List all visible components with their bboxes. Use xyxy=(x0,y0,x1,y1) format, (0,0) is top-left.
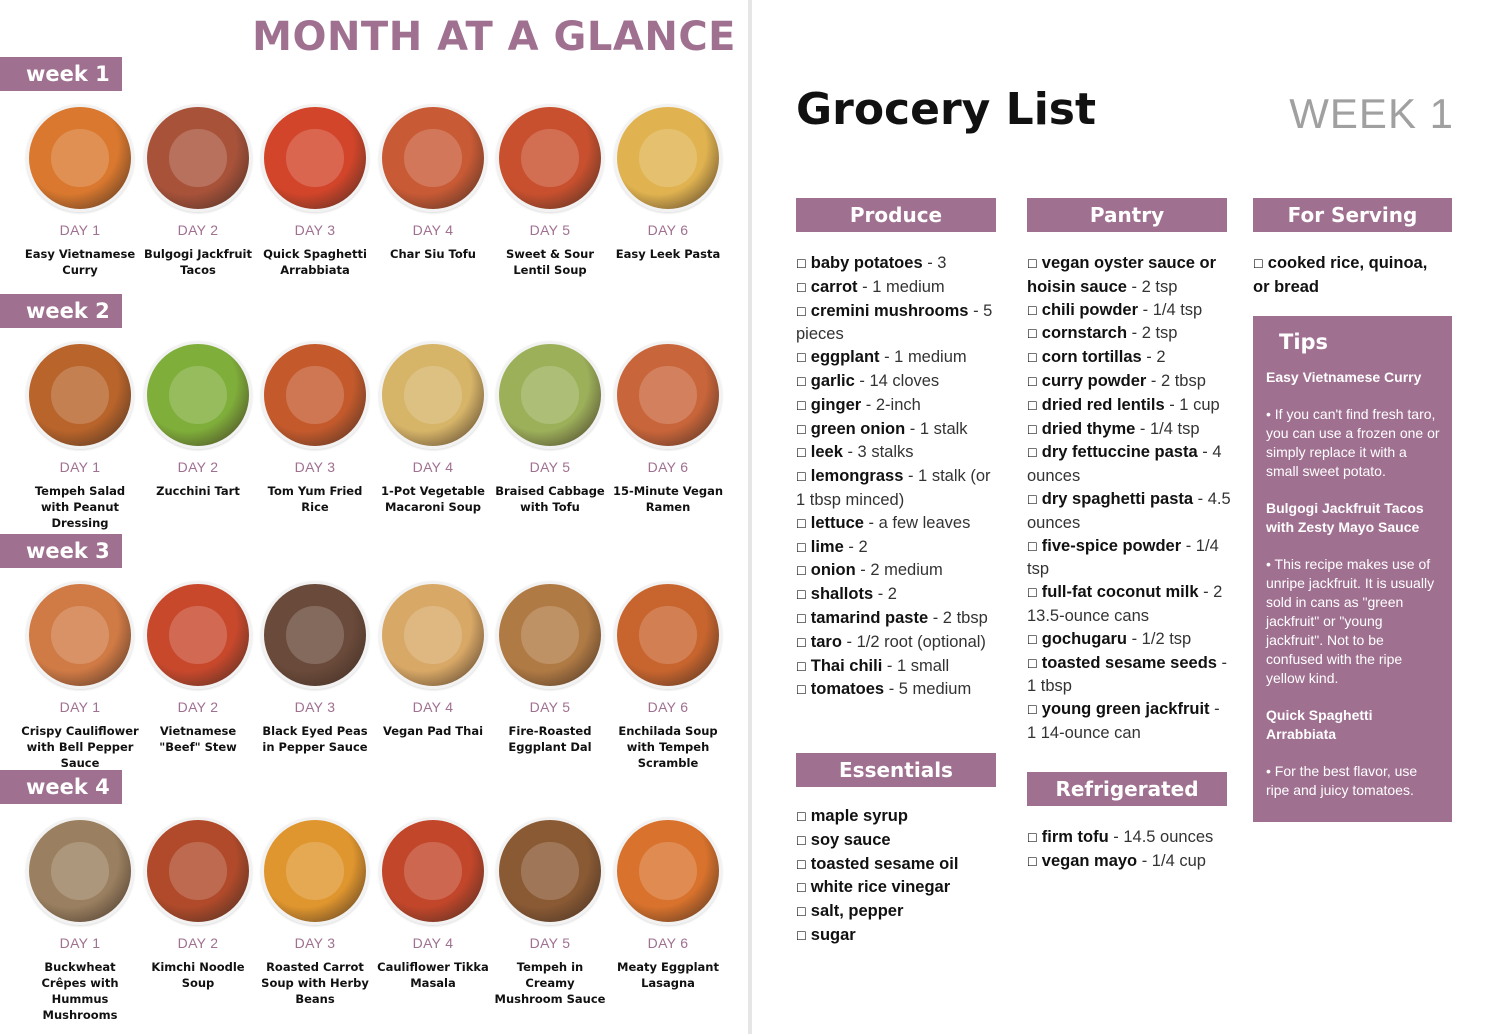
grocery-item-name: vegan oyster sauce or hoisin sauce xyxy=(1027,254,1217,296)
grocery-item-name: lettuce xyxy=(810,513,864,532)
produce-header: Produce xyxy=(796,198,996,232)
dish-name: Braised Cabbage with Tofu xyxy=(495,484,605,514)
grocery-item xyxy=(796,346,1002,370)
grocery-item-quantity: - 2 tbsp xyxy=(1146,371,1206,390)
dish-name: Kimchi Noodle Soup xyxy=(151,960,245,990)
grocery-item-name: baby potatoes xyxy=(810,254,923,272)
grocery-item-name: Thai chili xyxy=(810,656,883,675)
checkbox-icon: ☐ xyxy=(1027,632,1038,647)
grocery-item xyxy=(796,805,1002,829)
dish-photo xyxy=(261,104,369,212)
grocery-item xyxy=(1027,652,1232,699)
grocery-item-quantity: - a few leaves xyxy=(863,513,971,532)
grocery-item xyxy=(1253,252,1443,299)
grocery-item-name: carrot xyxy=(810,277,858,296)
produce-list xyxy=(796,252,1002,702)
grocery-item xyxy=(796,829,1002,853)
week-tag: week 2 xyxy=(0,294,122,328)
week-tag: week 1 xyxy=(0,57,122,91)
dish-name: Char Siu Tofu xyxy=(390,247,476,261)
dish-photo xyxy=(379,817,487,925)
grocery-item xyxy=(796,276,1002,300)
meal-card xyxy=(609,581,727,771)
day-label: DAY 4 xyxy=(412,459,454,475)
dish-name: Easy Vietnamese Curry xyxy=(24,247,136,277)
meal-card xyxy=(21,104,139,278)
meal-card xyxy=(256,341,374,515)
week-tag: week 3 xyxy=(0,534,122,568)
grocery-item xyxy=(1027,418,1232,442)
dish-photo xyxy=(261,581,369,689)
grocery-item-quantity: - 1/4 tsp xyxy=(1138,300,1203,319)
grocery-item xyxy=(1027,394,1232,418)
checkbox-icon: ☐ xyxy=(796,928,807,943)
dish-name: Sweet & Sour Lentil Soup xyxy=(505,247,595,277)
grocery-item-name: full-fat coconut milk xyxy=(1041,583,1199,602)
grocery-item-quantity: - 2-inch xyxy=(861,395,921,414)
grocery-list-title: Grocery List xyxy=(796,84,1097,135)
grocery-item-name: tamarind paste xyxy=(810,608,929,627)
grocery-item-name: sugar xyxy=(810,925,856,944)
grocery-item xyxy=(796,300,1002,347)
grocery-item-name: dry spaghetti pasta xyxy=(1041,489,1194,508)
page-title: MONTH AT A GLANCE xyxy=(252,14,736,60)
grocery-item-name: green onion xyxy=(810,419,906,438)
meal-card xyxy=(139,581,257,755)
grocery-item-name: leek xyxy=(810,443,843,462)
day-label: DAY 2 xyxy=(177,222,219,238)
grocery-item-quantity: - 1 tbsp xyxy=(1027,653,1228,696)
grocery-item-quantity: - 2 xyxy=(843,537,868,556)
checkbox-icon: ☐ xyxy=(1027,351,1038,366)
grocery-item-quantity: - 3 xyxy=(922,254,947,272)
grocery-item xyxy=(1027,488,1232,535)
day-label: DAY 4 xyxy=(412,222,454,238)
meal-card xyxy=(256,817,374,1007)
grocery-item xyxy=(796,924,1002,948)
grocery-item xyxy=(1027,698,1232,745)
day-label: DAY 5 xyxy=(529,222,571,238)
grocery-item-quantity: - 14.5 ounces xyxy=(1108,828,1214,846)
week-label: WEEK 1 xyxy=(1289,90,1454,137)
grocery-item-name: lime xyxy=(810,537,844,556)
day-label: DAY 1 xyxy=(59,459,101,475)
dish-photo xyxy=(614,817,722,925)
grocery-item xyxy=(1027,299,1232,323)
grocery-item xyxy=(796,394,1002,418)
checkbox-icon: ☐ xyxy=(1027,303,1038,318)
tip-heading: Easy Vietnamese Curry xyxy=(1266,369,1422,385)
grocery-item xyxy=(1027,370,1232,394)
grocery-item-name: maple syrup xyxy=(810,807,908,825)
day-label: DAY 6 xyxy=(647,222,689,238)
dish-name: Buckwheat Crêpes with Hummus Mushrooms xyxy=(41,960,119,1022)
grocery-item xyxy=(796,418,1002,442)
dish-name: 15-Minute Vegan Ramen xyxy=(612,484,724,514)
meal-card xyxy=(139,341,257,499)
tip-text: • This recipe makes use of unripe jackfruit. It is usually sold in cans as "green jackfruit" or "young jackfruit". Not to be confused with the ripe yellow kind. xyxy=(1266,556,1435,686)
checkbox-icon: ☐ xyxy=(1027,539,1038,554)
grocery-item-quantity: - 5 pieces xyxy=(796,301,993,344)
checkbox-icon: ☐ xyxy=(796,304,807,319)
grocery-item xyxy=(1027,322,1232,346)
grocery-item xyxy=(1027,535,1232,582)
grocery-item-name: ginger xyxy=(810,395,862,414)
dish-name: Black Eyed Peas in Pepper Sauce xyxy=(262,724,368,754)
meal-card xyxy=(139,104,257,278)
grocery-item xyxy=(1027,826,1232,850)
meal-card xyxy=(21,341,139,531)
checkbox-icon: ☐ xyxy=(796,588,807,603)
checkbox-icon: ☐ xyxy=(1027,327,1038,342)
checkbox-icon: ☐ xyxy=(796,611,807,626)
grocery-item-name: corn tortillas xyxy=(1041,348,1142,367)
grocery-item-quantity: - 2 tsp xyxy=(1127,324,1178,343)
grocery-item-quantity: - 1/2 root (optional) xyxy=(841,632,986,651)
grocery-item-quantity: - 1/4 tsp xyxy=(1027,536,1219,579)
day-label: DAY 2 xyxy=(177,699,219,715)
grocery-item-quantity: - 14 cloves xyxy=(854,371,940,390)
grocery-item-quantity: - 4.5 ounces xyxy=(1027,489,1231,532)
grocery-item xyxy=(796,853,1002,877)
meal-card xyxy=(139,817,257,991)
dish-name: Quick Spaghetti Arrabbiata xyxy=(263,247,367,277)
grocery-item-quantity: - 5 medium xyxy=(884,680,972,699)
grocery-item-quantity: - 2 xyxy=(873,585,897,604)
dish-photo xyxy=(496,581,604,689)
grocery-item-quantity: - 1 medium xyxy=(879,348,967,367)
dish-photo xyxy=(144,581,252,689)
grocery-item-name: gochugaru xyxy=(1041,629,1128,648)
grocery-item xyxy=(796,370,1002,394)
grocery-item-name: firm tofu xyxy=(1041,828,1109,846)
dish-name: Enchilada Soup with Tempeh Scramble xyxy=(618,724,718,770)
meal-card xyxy=(609,341,727,515)
dish-photo xyxy=(26,104,134,212)
day-label: DAY 5 xyxy=(529,699,571,715)
grocery-item xyxy=(796,655,1002,679)
grocery-item-quantity: - 1/4 tsp xyxy=(1135,419,1200,438)
pantry-list xyxy=(1027,252,1232,745)
checkbox-icon: ☐ xyxy=(796,516,807,531)
grocery-item-name: dried red lentils xyxy=(1041,395,1165,414)
dish-name: Tempeh Salad with Peanut Dressing xyxy=(34,484,126,530)
checkbox-icon: ☐ xyxy=(796,280,807,295)
checkbox-icon: ☐ xyxy=(796,398,807,413)
day-label: DAY 3 xyxy=(294,459,336,475)
tip-heading: Bulgogi Jackfruit Tacos with Zesty Mayo Sauce xyxy=(1266,500,1424,535)
dish-name: Tempeh in Creamy Mushroom Sauce xyxy=(494,960,606,1006)
grocery-item-quantity: - 1 small xyxy=(882,656,950,675)
grocery-item-quantity: - 1 stalk (or 1 tbsp minced) xyxy=(796,467,991,509)
checkbox-icon: ☐ xyxy=(1027,446,1038,461)
grocery-item xyxy=(796,583,1002,607)
checkbox-icon: ☐ xyxy=(796,810,807,824)
day-label: DAY 4 xyxy=(412,935,454,951)
grocery-item-quantity: - 2 tbsp xyxy=(928,608,988,627)
checkbox-icon: ☐ xyxy=(1027,703,1038,718)
day-label: DAY 1 xyxy=(59,935,101,951)
dish-name: Roasted Carrot Soup with Herby Beans xyxy=(261,960,369,1006)
grocery-item xyxy=(796,607,1002,631)
grocery-item-quantity: - 2 medium xyxy=(855,561,943,580)
day-label: DAY 6 xyxy=(647,459,689,475)
dish-photo xyxy=(496,104,604,212)
grocery-item-quantity: - 2 tsp xyxy=(1126,277,1178,296)
grocery-item-name: curry powder xyxy=(1041,371,1147,390)
grocery-item xyxy=(796,559,1002,583)
grocery-item-name: tomatoes xyxy=(810,680,885,699)
checkbox-icon: ☐ xyxy=(796,564,807,579)
checkbox-icon: ☐ xyxy=(1027,586,1038,601)
grocery-item-quantity: - 3 stalks xyxy=(842,443,914,462)
checkbox-icon: ☐ xyxy=(796,351,807,366)
grocery-item-quantity: - 1/4 cup xyxy=(1137,851,1206,870)
grocery-item xyxy=(1027,581,1232,628)
dish-name: Tom Yum Fried Rice xyxy=(267,484,363,514)
for-serving-list xyxy=(1253,252,1443,299)
tips-box xyxy=(1253,316,1452,822)
grocery-item-name: dry fettuccine pasta xyxy=(1041,443,1198,462)
dish-photo xyxy=(614,104,722,212)
dish-name: Fire-Roasted Eggplant Dal xyxy=(508,724,592,754)
grocery-item-name: shallots xyxy=(810,585,874,604)
grocery-item xyxy=(1027,441,1232,488)
checkbox-icon: ☐ xyxy=(796,857,807,872)
checkbox-icon: ☐ xyxy=(796,659,807,674)
dish-photo xyxy=(26,341,134,449)
checkbox-icon: ☐ xyxy=(796,635,807,650)
day-label: DAY 2 xyxy=(177,459,219,475)
grocery-item xyxy=(796,876,1002,900)
grocery-item xyxy=(796,512,1002,536)
dish-name: Crispy Cauliflower with Bell Pepper Sauce xyxy=(21,724,139,770)
meal-card xyxy=(21,581,139,771)
essentials-list xyxy=(796,805,1002,948)
day-label: DAY 6 xyxy=(647,935,689,951)
dish-photo xyxy=(26,817,134,925)
week-tag: week 4 xyxy=(0,770,122,804)
checkbox-icon: ☐ xyxy=(1027,854,1038,869)
grocery-item xyxy=(1027,850,1232,874)
essentials-header: Essentials xyxy=(796,753,996,787)
dish-photo xyxy=(261,817,369,925)
meal-card xyxy=(609,104,727,262)
checkbox-icon: ☐ xyxy=(796,905,807,920)
dish-photo xyxy=(614,581,722,689)
meal-card xyxy=(21,817,139,1023)
meal-card xyxy=(491,341,609,515)
grocery-item-name: cornstarch xyxy=(1041,324,1128,343)
grocery-item-quantity: - 1/2 tsp xyxy=(1127,629,1192,648)
grocery-item xyxy=(1027,346,1232,370)
dish-photo xyxy=(496,341,604,449)
checkbox-icon: ☐ xyxy=(1027,257,1038,271)
tips-entries xyxy=(1266,368,1440,800)
grocery-item xyxy=(1027,628,1232,652)
dish-photo xyxy=(496,817,604,925)
dish-name: Vegan Pad Thai xyxy=(382,724,484,738)
dish-photo xyxy=(261,341,369,449)
grocery-item-name: dried thyme xyxy=(1041,419,1136,438)
day-label: DAY 3 xyxy=(294,222,336,238)
dish-name: Zucchini Tart xyxy=(156,484,240,498)
refrigerated-list xyxy=(1027,826,1232,874)
grocery-item-quantity: - 1 cup xyxy=(1164,395,1220,414)
grocery-item-name: vegan mayo xyxy=(1041,851,1138,870)
grocery-item xyxy=(796,441,1002,465)
checkbox-icon: ☐ xyxy=(796,422,807,437)
day-label: DAY 4 xyxy=(412,699,454,715)
meal-card xyxy=(374,817,492,991)
dish-photo xyxy=(144,817,252,925)
dish-name: Bulgogi Jackfruit Tacos xyxy=(143,247,252,277)
checkbox-icon: ☐ xyxy=(796,833,807,848)
dish-photo xyxy=(614,341,722,449)
checkbox-icon: ☐ xyxy=(1027,398,1038,413)
grocery-item-name: white rice vinegar xyxy=(810,878,951,897)
day-label: DAY 5 xyxy=(529,459,571,475)
checkbox-icon: ☐ xyxy=(796,683,807,698)
grocery-item-name: eggplant xyxy=(810,348,880,367)
grocery-item-quantity: - 2 13.5-ounce cans xyxy=(1027,583,1223,625)
dish-name: 1-Pot Vegetable Macaroni Soup xyxy=(381,484,485,514)
dish-name: Cauliflower Tikka Masala xyxy=(377,960,489,990)
tip-text: • If you can't find fresh taro, you can use a frozen one or simply replace it with a small sweet potato. xyxy=(1266,406,1440,479)
grocery-item-name: salt, pepper xyxy=(810,902,904,921)
meal-card xyxy=(256,581,374,755)
day-label: DAY 1 xyxy=(59,699,101,715)
grocery-item-name: cooked rice, quinoa, or bread xyxy=(1253,254,1428,296)
grocery-item-name: toasted sesame oil xyxy=(810,854,959,873)
meal-card xyxy=(609,817,727,991)
grocery-item-name: taro xyxy=(810,632,842,651)
dish-name: Easy Leek Pasta xyxy=(615,247,721,261)
grocery-item-name: onion xyxy=(810,561,856,580)
grocery-item-name: toasted sesame seeds xyxy=(1041,653,1217,672)
for-serving-header: For Serving xyxy=(1253,198,1452,232)
grocery-item-quantity: - 4 ounces xyxy=(1027,443,1222,486)
checkbox-icon: ☐ xyxy=(1027,831,1038,845)
meal-card xyxy=(374,341,492,515)
grocery-item-quantity: - 1 medium xyxy=(857,277,945,296)
day-label: DAY 3 xyxy=(294,699,336,715)
day-label: DAY 5 xyxy=(529,935,571,951)
checkbox-icon: ☐ xyxy=(796,446,807,461)
meal-card xyxy=(374,581,492,739)
grocery-item xyxy=(796,536,1002,560)
tip-heading: Quick Spaghetti Arrabbiata xyxy=(1266,707,1373,742)
tip-text: • For the best flavor, use ripe and juicy tomatoes. xyxy=(1266,763,1418,798)
grocery-item-name: young green jackfruit xyxy=(1041,700,1210,719)
checkbox-icon: ☐ xyxy=(796,881,807,896)
refrigerated-header: Refrigerated xyxy=(1027,772,1227,806)
day-label: DAY 1 xyxy=(59,222,101,238)
meal-card xyxy=(491,104,609,278)
tips-title: Tips xyxy=(1279,330,1329,354)
grocery-item-name: five-spice powder xyxy=(1041,536,1182,555)
grocery-item-quantity: - 1 stalk xyxy=(905,419,968,438)
dish-name: Vietnamese "Beef" Stew xyxy=(159,724,237,754)
checkbox-icon: ☐ xyxy=(1027,492,1038,507)
checkbox-icon: ☐ xyxy=(1027,374,1038,389)
month-at-a-glance-page xyxy=(0,0,748,1034)
dish-photo xyxy=(379,341,487,449)
grocery-item xyxy=(796,631,1002,655)
grocery-item-name: soy sauce xyxy=(810,830,891,849)
grocery-item xyxy=(796,900,1002,924)
dish-photo xyxy=(144,104,252,212)
grocery-item xyxy=(796,252,1002,276)
dish-name: Meaty Eggplant Lasagna xyxy=(617,960,719,990)
dish-photo xyxy=(26,581,134,689)
grocery-item-name: garlic xyxy=(810,371,855,390)
grocery-item-name: lemongrass xyxy=(810,467,904,486)
pantry-header: Pantry xyxy=(1027,198,1227,232)
day-label: DAY 6 xyxy=(647,699,689,715)
meal-card xyxy=(256,104,374,278)
grocery-item xyxy=(1027,252,1232,299)
grocery-item-name: chili powder xyxy=(1041,300,1139,319)
checkbox-icon: ☐ xyxy=(1027,656,1038,671)
grocery-item-name: cremini mushrooms xyxy=(810,301,969,320)
dish-photo xyxy=(144,341,252,449)
day-label: DAY 3 xyxy=(294,935,336,951)
dish-photo xyxy=(379,581,487,689)
checkbox-icon: ☐ xyxy=(1253,257,1264,271)
grocery-item xyxy=(796,465,1002,512)
grocery-item-quantity: - 2 xyxy=(1141,348,1166,367)
meal-card xyxy=(374,104,492,262)
meal-card xyxy=(491,817,609,1007)
checkbox-icon: ☐ xyxy=(796,374,807,389)
day-label: DAY 2 xyxy=(177,935,219,951)
grocery-list-page xyxy=(752,0,1500,1034)
grocery-item xyxy=(796,678,1002,702)
meal-card xyxy=(491,581,609,755)
checkbox-icon: ☐ xyxy=(796,470,807,485)
grocery-item-quantity: - 1 14-ounce can xyxy=(1027,700,1220,742)
checkbox-icon: ☐ xyxy=(796,257,807,271)
dish-photo xyxy=(379,104,487,212)
checkbox-icon: ☐ xyxy=(796,540,807,555)
checkbox-icon: ☐ xyxy=(1027,422,1038,437)
